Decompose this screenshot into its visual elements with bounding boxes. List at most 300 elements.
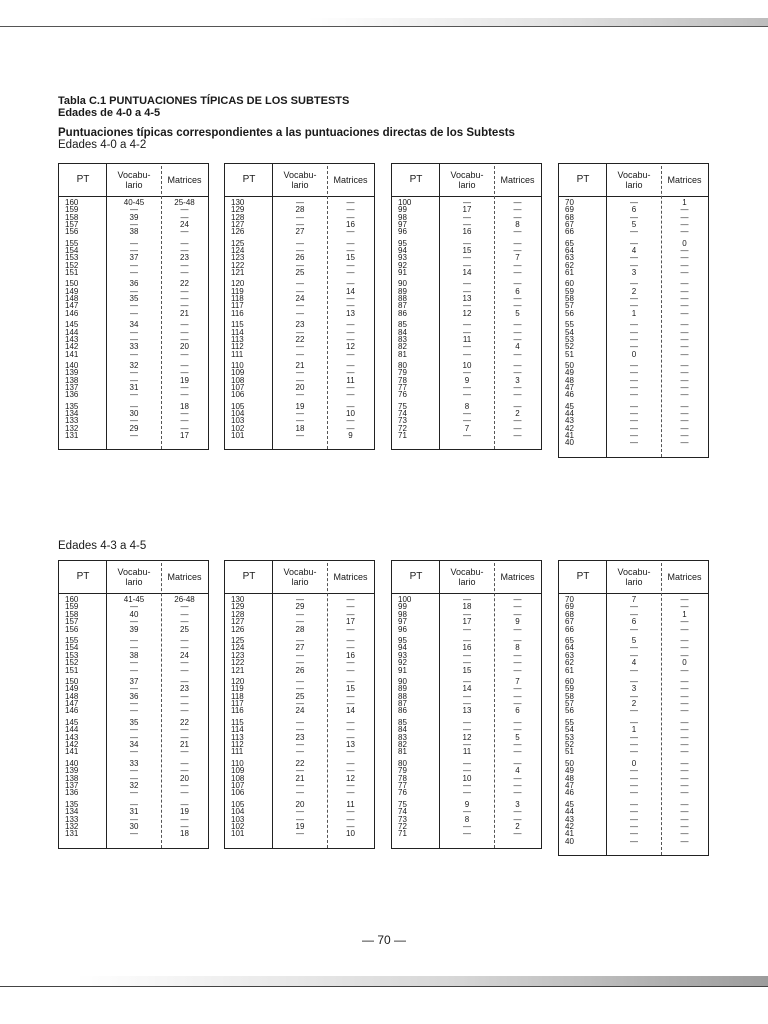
cell-pt: 59 <box>565 286 574 296</box>
cell-vocabulario: — <box>463 253 471 263</box>
cell-pt: 85 <box>398 717 407 727</box>
cell-pt: 130 <box>231 595 245 604</box>
cell-vocabulario: 14 <box>462 684 472 694</box>
cell-matrices: — <box>513 658 522 668</box>
cell-matrices: — <box>346 609 355 619</box>
cell-vocabulario: 38 <box>129 227 139 237</box>
row-group <box>59 321 208 358</box>
cell-pt: 43 <box>565 416 574 426</box>
cell-matrices: — <box>346 320 355 330</box>
cell-matrices: — <box>680 401 689 411</box>
table-row <box>559 748 708 755</box>
cell-matrices: 16 <box>346 650 355 660</box>
cell-pt: 146 <box>65 706 79 716</box>
table-row <box>59 391 208 398</box>
cell-vocabulario: — <box>630 829 638 839</box>
cell-pt: 147 <box>65 699 79 709</box>
cell-matrices: — <box>346 602 355 612</box>
row-group <box>392 362 541 399</box>
age-group-2-label: Edades 4-3 a 4-5 <box>58 540 147 552</box>
cell-matrices: — <box>680 375 689 385</box>
cell-pt: 84 <box>398 725 407 735</box>
cell-pt: 129 <box>231 205 245 215</box>
cell-vocabulario: — <box>463 390 471 400</box>
row-group <box>392 637 541 674</box>
cell-vocabulario: — <box>130 829 138 839</box>
cell-matrices: — <box>346 732 355 742</box>
cell-vocabulario: — <box>630 416 638 426</box>
row-group <box>392 199 541 236</box>
cell-matrices: — <box>680 294 689 304</box>
cell-vocabulario: — <box>296 375 304 385</box>
cell-pt: 58 <box>565 691 574 701</box>
cell-matrices: — <box>180 286 189 296</box>
cell-matrices: — <box>513 747 522 757</box>
cell-pt: 135 <box>65 799 79 809</box>
row-group <box>559 719 708 756</box>
cell-pt: 110 <box>231 360 244 370</box>
cell-matrices: — <box>513 684 522 694</box>
cell-matrices: 11 <box>346 799 355 809</box>
cell-vocabulario: — <box>630 807 638 817</box>
cell-pt: 137 <box>65 382 79 392</box>
cell-matrices: 6 <box>515 706 520 716</box>
cell-matrices: — <box>180 360 189 370</box>
cell-pt: 82 <box>398 342 407 352</box>
cell-pt: 138 <box>65 773 79 783</box>
table-row <box>225 351 374 358</box>
cell-matrices: 22 <box>180 279 189 289</box>
cell-pt: 122 <box>231 658 245 668</box>
cell-matrices: — <box>346 301 355 311</box>
cell-matrices: — <box>680 308 689 318</box>
cell-pt: 80 <box>398 758 407 768</box>
cell-vocabulario: — <box>296 246 304 256</box>
score-table-1-3 <box>391 163 542 450</box>
cell-pt: 120 <box>231 279 245 289</box>
cell-pt: 139 <box>65 368 79 378</box>
cell-vocabulario: — <box>463 725 471 735</box>
cell-matrices: 8 <box>515 220 520 230</box>
cell-vocabulario: — <box>130 617 138 627</box>
cell-vocabulario: — <box>130 286 138 296</box>
cell-pt: 55 <box>565 320 574 330</box>
cell-matrices: — <box>680 390 689 400</box>
row-group <box>559 280 708 317</box>
cell-vocabulario: 37 <box>129 253 139 263</box>
cell-vocabulario: — <box>463 220 471 230</box>
table-row <box>225 748 374 755</box>
cell-pt: 76 <box>398 788 407 798</box>
cell-vocabulario: — <box>130 238 138 248</box>
table-row <box>225 310 374 317</box>
row-group <box>225 719 374 756</box>
cell-pt: 93 <box>398 253 407 263</box>
cell-pt: 61 <box>565 268 574 278</box>
cell-vocabulario: — <box>130 706 138 716</box>
cell-vocabulario: 3 <box>631 684 637 694</box>
cell-pt: 144 <box>65 725 79 735</box>
cell-pt: 46 <box>565 788 574 798</box>
cell-pt: 56 <box>565 308 574 318</box>
cell-pt: 80 <box>398 360 407 370</box>
table-body <box>392 594 541 848</box>
cell-vocabulario: 29 <box>295 602 305 612</box>
cell-vocabulario: — <box>463 198 471 207</box>
page-number: — 70 — <box>361 933 406 947</box>
cell-vocabulario: — <box>463 320 471 330</box>
cell-vocabulario: — <box>296 408 304 418</box>
cell-vocabulario: 26 <box>295 253 305 263</box>
cell-matrices: — <box>180 758 189 768</box>
score-table-1-4 <box>558 163 709 458</box>
table-subtitle: Edades de 4-0 a 4-5 <box>58 107 161 119</box>
cell-pt: 51 <box>565 747 574 757</box>
cell-vocabulario: — <box>463 740 471 750</box>
cell-pt: 136 <box>65 788 79 798</box>
cell-vocabulario: — <box>463 658 471 668</box>
cell-matrices: — <box>513 382 522 392</box>
cell-matrices: — <box>346 699 355 709</box>
cell-matrices: — <box>180 390 189 400</box>
cell-pt: 119 <box>231 286 244 296</box>
cell-matrices: 17 <box>180 430 189 440</box>
cell-matrices: — <box>180 205 189 215</box>
cell-pt: 152 <box>65 658 79 668</box>
cell-vocabulario: — <box>630 238 638 248</box>
table-description: Puntuaciones típicas correspondientes a las puntuaciones directas de los Subtests <box>58 127 515 139</box>
col-header-matrices: Matrices <box>500 572 535 582</box>
cell-vocabulario: 2 <box>631 699 637 709</box>
cell-matrices: — <box>346 658 355 668</box>
cell-vocabulario: — <box>463 691 471 701</box>
cell-matrices: 25-48 <box>174 198 195 207</box>
cell-matrices: 14 <box>346 286 355 296</box>
cell-vocabulario: 6 <box>631 617 637 627</box>
cell-vocabulario: — <box>296 416 304 426</box>
cell-vocabulario: 29 <box>129 423 139 433</box>
cell-pt: 103 <box>231 416 245 426</box>
col-header-matrices: Matrices <box>333 175 368 185</box>
cell-matrices: — <box>180 327 189 337</box>
cell-pt: 46 <box>565 390 574 400</box>
row-group <box>59 596 208 633</box>
cell-pt: 137 <box>65 780 79 790</box>
cell-matrices: — <box>513 814 522 824</box>
cell-vocabulario: — <box>463 368 471 378</box>
cell-pt: 73 <box>398 416 407 426</box>
cell-pt: 140 <box>65 758 79 768</box>
cell-vocabulario: — <box>296 658 304 668</box>
cell-vocabulario: 34 <box>129 320 139 330</box>
col-header-pt: PT <box>242 571 256 582</box>
table-row <box>59 432 208 439</box>
cell-pt: 149 <box>65 684 79 694</box>
table-row <box>392 667 541 674</box>
cell-vocabulario: — <box>630 624 638 634</box>
cell-matrices: — <box>513 198 522 207</box>
cell-pt: 145 <box>65 717 79 727</box>
table-row <box>225 667 374 674</box>
cell-vocabulario: 35 <box>129 294 139 304</box>
table-row <box>392 269 541 276</box>
table-row <box>559 310 708 317</box>
cell-vocabulario: 21 <box>295 360 305 370</box>
row-group <box>392 596 541 633</box>
cell-pt: 73 <box>398 814 407 824</box>
cell-matrices: — <box>346 788 355 798</box>
cell-pt: 76 <box>398 390 407 400</box>
table-row <box>225 269 374 276</box>
col-header-matrices: Matrices <box>167 175 202 185</box>
row-group <box>559 362 708 399</box>
cell-vocabulario: 11 <box>462 747 472 757</box>
cell-matrices: — <box>346 268 355 278</box>
cell-vocabulario: — <box>630 814 638 824</box>
col-header-vocabulario: Vocabu- lario <box>450 567 484 587</box>
cell-pt: 81 <box>398 349 407 359</box>
cell-vocabulario: — <box>296 747 304 757</box>
cell-pt: 77 <box>398 382 407 392</box>
cell-pt: 67 <box>565 617 574 627</box>
table-row <box>392 789 541 796</box>
cell-pt: 48 <box>565 375 574 385</box>
cell-matrices: — <box>513 368 522 378</box>
row-group <box>559 596 708 633</box>
cell-pt: 86 <box>398 706 407 716</box>
cell-vocabulario: 39 <box>129 624 139 634</box>
cell-matrices: — <box>346 423 355 433</box>
cell-vocabulario: — <box>130 684 138 694</box>
cell-vocabulario: 2 <box>631 286 637 296</box>
cell-pt: 92 <box>398 260 407 270</box>
table-header <box>392 164 541 197</box>
cell-matrices: 19 <box>180 375 189 385</box>
cell-matrices: — <box>346 368 355 378</box>
cell-vocabulario: — <box>130 368 138 378</box>
row-group <box>559 760 708 797</box>
cell-pt: 133 <box>65 814 79 824</box>
cell-matrices: — <box>346 198 355 207</box>
cell-matrices: — <box>680 747 689 757</box>
cell-vocabulario: — <box>630 212 638 222</box>
cell-vocabulario: — <box>130 308 138 318</box>
cell-matrices: 25 <box>180 624 189 634</box>
cell-matrices: 9 <box>515 617 520 627</box>
cell-matrices: 19 <box>180 807 189 817</box>
cell-matrices: — <box>180 368 189 378</box>
cell-matrices: — <box>346 595 355 604</box>
cell-matrices: — <box>680 382 689 392</box>
cell-pt: 40 <box>565 836 574 846</box>
cell-vocabulario: — <box>463 676 471 686</box>
cell-vocabulario: 10 <box>462 360 472 370</box>
col-header-matrices: Matrices <box>333 572 368 582</box>
cell-vocabulario: 0 <box>631 349 637 359</box>
cell-matrices: — <box>346 780 355 790</box>
row-group <box>225 678 374 715</box>
cell-matrices: — <box>180 747 189 757</box>
cell-matrices: — <box>513 650 522 660</box>
cell-matrices: 23 <box>180 684 189 694</box>
cell-matrices: — <box>680 821 689 831</box>
cell-matrices: — <box>513 227 522 237</box>
cell-vocabulario: — <box>630 706 638 716</box>
cell-pt: 44 <box>565 408 574 418</box>
cell-vocabulario: — <box>463 342 471 352</box>
cell-matrices: — <box>680 212 689 222</box>
cell-pt: 102 <box>231 423 245 433</box>
cell-pt: 83 <box>398 334 407 344</box>
cell-vocabulario: — <box>463 238 471 248</box>
cell-pt: 154 <box>65 246 79 256</box>
table-row <box>559 667 708 674</box>
cell-vocabulario: — <box>296 238 304 248</box>
cell-pt: 146 <box>65 308 79 318</box>
cell-vocabulario: — <box>130 260 138 270</box>
cell-matrices: — <box>680 691 689 701</box>
cell-vocabulario: — <box>130 301 138 311</box>
cell-pt: 75 <box>398 401 407 411</box>
col-header-vocabulario: Vocabu- lario <box>283 170 317 190</box>
cell-matrices: 1 <box>682 198 687 207</box>
cell-pt: 127 <box>231 617 245 627</box>
cell-matrices: — <box>180 691 189 701</box>
cell-matrices: — <box>680 780 689 790</box>
cell-matrices: — <box>180 643 189 653</box>
cell-matrices: — <box>180 408 189 418</box>
row-group <box>392 801 541 838</box>
cell-matrices: — <box>513 301 522 311</box>
cell-pt: 70 <box>565 198 574 207</box>
cell-vocabulario: — <box>630 438 638 448</box>
cell-matrices: — <box>346 717 355 727</box>
cell-vocabulario: — <box>630 279 638 289</box>
cell-pt: 63 <box>565 253 574 263</box>
cell-vocabulario: — <box>463 624 471 634</box>
cell-vocabulario: — <box>630 198 638 207</box>
cell-pt: 61 <box>565 665 574 675</box>
cell-vocabulario: 27 <box>295 227 305 237</box>
cell-matrices: — <box>680 368 689 378</box>
cell-vocabulario: 16 <box>462 227 472 237</box>
cell-pt: 47 <box>565 780 574 790</box>
cell-vocabulario: — <box>463 650 471 660</box>
cell-pt: 78 <box>398 773 407 783</box>
cell-matrices: 12 <box>346 342 355 352</box>
cell-vocabulario: 8 <box>464 814 470 824</box>
cell-vocabulario: 7 <box>631 595 637 604</box>
cell-matrices: 2 <box>515 408 520 418</box>
cell-pt: 95 <box>398 635 407 645</box>
cell-vocabulario: 1 <box>631 725 637 735</box>
cell-pt: 49 <box>565 368 574 378</box>
cell-pt: 108 <box>231 773 245 783</box>
table-row <box>59 789 208 796</box>
cell-matrices: 13 <box>346 308 355 318</box>
cell-pt: 136 <box>65 390 79 400</box>
cell-vocabulario: 36 <box>129 691 139 701</box>
cell-vocabulario: 25 <box>295 268 305 278</box>
cell-matrices: — <box>346 246 355 256</box>
cell-pt: 78 <box>398 375 407 385</box>
cell-pt: 83 <box>398 732 407 742</box>
cell-pt: 125 <box>231 238 245 248</box>
cell-pt: 156 <box>65 624 79 634</box>
cell-pt: 141 <box>65 747 79 757</box>
cell-vocabulario: 16 <box>462 643 472 653</box>
cell-pt: 158 <box>65 212 79 222</box>
cell-matrices: — <box>346 334 355 344</box>
cell-pt: 101 <box>231 430 245 440</box>
cell-vocabulario: 25 <box>295 691 305 701</box>
table-header <box>59 561 208 594</box>
cell-vocabulario: — <box>630 334 638 344</box>
cell-matrices: — <box>180 799 189 809</box>
cell-matrices: — <box>513 740 522 750</box>
cell-vocabulario: — <box>630 691 638 701</box>
cell-matrices: 20 <box>180 773 189 783</box>
scan-rule-top <box>0 26 768 27</box>
cell-vocabulario: 40-45 <box>123 198 145 207</box>
cell-vocabulario: — <box>463 829 471 839</box>
table-row <box>225 626 374 633</box>
cell-vocabulario: — <box>130 401 138 411</box>
cell-vocabulario: — <box>296 220 304 230</box>
cell-matrices: — <box>680 416 689 426</box>
col-header-matrices: Matrices <box>667 572 702 582</box>
cell-vocabulario: — <box>463 382 471 392</box>
cell-pt: 120 <box>231 676 245 686</box>
cell-pt: 159 <box>65 602 79 612</box>
cell-matrices: — <box>680 706 689 716</box>
cell-pt: 47 <box>565 382 574 392</box>
table-header <box>559 561 708 594</box>
table-row <box>59 707 208 714</box>
cell-vocabulario: — <box>630 401 638 411</box>
cell-matrices: — <box>513 829 522 839</box>
cell-pt: 124 <box>231 643 245 653</box>
cell-matrices: — <box>346 676 355 686</box>
cell-pt: 89 <box>398 684 407 694</box>
cell-vocabulario: 0 <box>631 758 637 768</box>
cell-matrices: — <box>513 401 522 411</box>
cell-pt: 143 <box>65 732 79 742</box>
col-header-matrices: Matrices <box>667 175 702 185</box>
cell-pt: 108 <box>231 375 245 385</box>
cell-vocabulario: 32 <box>129 360 139 370</box>
row-group <box>392 678 541 715</box>
col-header-pt: PT <box>576 571 590 582</box>
cell-vocabulario: — <box>296 725 304 735</box>
cell-matrices: — <box>513 602 522 612</box>
cell-pt: 70 <box>565 595 574 604</box>
cell-vocabulario: — <box>296 814 304 824</box>
cell-vocabulario: — <box>296 780 304 790</box>
cell-matrices: — <box>180 268 189 278</box>
col-header-vocabulario: Vocabu- lario <box>450 170 484 190</box>
cell-vocabulario: — <box>630 766 638 776</box>
cell-vocabulario: 31 <box>129 382 139 392</box>
cell-matrices: 17 <box>346 617 355 627</box>
cell-matrices: — <box>346 643 355 653</box>
cell-matrices: — <box>513 758 522 768</box>
cell-pt: 109 <box>231 766 245 776</box>
cell-matrices: — <box>180 609 189 619</box>
cell-pt: 149 <box>65 286 79 296</box>
cell-vocabulario: 15 <box>462 246 472 256</box>
cell-vocabulario: — <box>630 360 638 370</box>
